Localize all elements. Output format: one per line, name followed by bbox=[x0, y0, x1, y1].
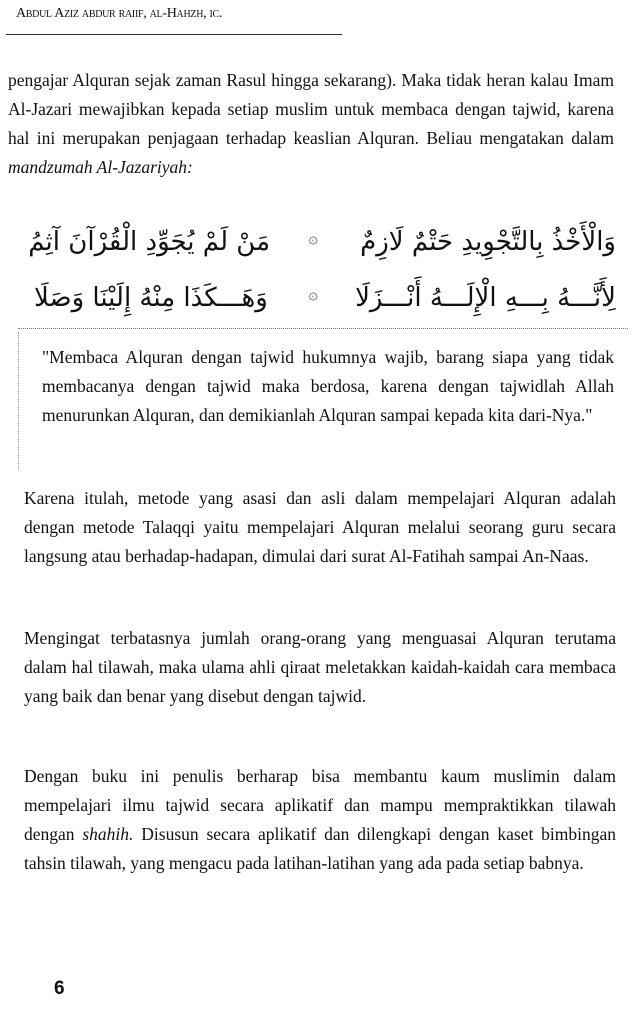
verse-line-1 bbox=[0, 222, 638, 268]
verse-line-2-second-hemistich: وَهَـــكَذَا مِنْهُ إِلَيْنَا وَصَلَا bbox=[34, 283, 268, 313]
paragraph-book-purpose-emphasis: shahih. bbox=[82, 824, 134, 844]
verse-separator-ornament: ۞ bbox=[308, 230, 318, 247]
verse-line-2-first-hemistich: لِأَنَّـــهُ بِـــهِ الْإِلَـــهُ أَنْـــزَلَا bbox=[355, 283, 616, 313]
arabic-verse-block bbox=[0, 222, 638, 332]
paragraph-book-purpose-text-b: Disusun secara aplikatif dan dilengkapi dengan kaset bimbingan tahsin tilawah, yang mengacu pada latihan-latihan yang ada pada setiap babnya. bbox=[24, 824, 616, 873]
paragraph-talaqqi: Karena itulah, metode yang asasi dan asli dalam mempelajari Alquran adalah dengan metode Talaqqi yaitu mempelajari Alquran melalui seorang guru secara langsung atau berhadap-hadapan, dimulai dari surat Al-Fatihah sampai An-Naas. bbox=[24, 488, 616, 566]
paragraph-book-purpose bbox=[24, 762, 616, 878]
translation-quote: "Membaca Alquran dengan tajwid hukumnya wajib, barang siapa yang tidak membacanya dengan tajwid maka berdosa, karena dengan tajwidlah Allah menurunkan Alquran, dan demikianlah Alquran sampai kepada kita dari-Nya." bbox=[42, 347, 614, 425]
verse-separator-ornament: ۞ bbox=[308, 286, 318, 303]
page-number: 6 bbox=[54, 978, 65, 999]
paragraph-intro-emphasis: mandzumah Al-Jazariyah: bbox=[8, 157, 193, 177]
header-rule bbox=[6, 34, 342, 35]
verse-line-1-first-hemistich: وَالْأَخْذُ بِالتَّجْوِيدِ حَتْمٌ لَازِمٌ bbox=[360, 227, 616, 257]
paragraph-book-purpose-text-a: Dengan buku ini penulis berharap bisa membantu kaum muslimin dalam mempelajari ilmu tajwid secara aplikatif dan mampu mempraktikkan tilawah dengan bbox=[24, 766, 616, 844]
verse-line-2 bbox=[0, 278, 638, 324]
quote-margin-line bbox=[18, 332, 19, 470]
verse-line-1-second-hemistich: مَنْ لَمْ يُجَوِّدِ الْقُرْآنَ آثِمُ bbox=[28, 227, 270, 257]
paragraph-tajwid: Mengingat terbatasnya jumlah orang-orang yang menguasai Alquran terutama dalam hal tilawah, maka ulama ahli qiraat meletakkan kaidah-kaidah cara membaca yang baik dan benar yang disebut dengan tajwid. bbox=[24, 628, 616, 706]
paragraph-intro bbox=[8, 66, 614, 182]
running-head: Abdul Aziz abdur raiif, al-Hahzh, ic. bbox=[16, 6, 223, 21]
verse-divider bbox=[18, 328, 628, 329]
paragraph-intro-text: pengajar Alquran sejak zaman Rasul hingga sekarang). Maka tidak heran kalau Imam Al-Jazari mewajibkan kepada setiap muslim untuk membaca dengan tajwid, karena hal ini merupakan penjagaan terhadap keaslian Alquran. Beliau mengatakan dalam bbox=[8, 70, 614, 148]
